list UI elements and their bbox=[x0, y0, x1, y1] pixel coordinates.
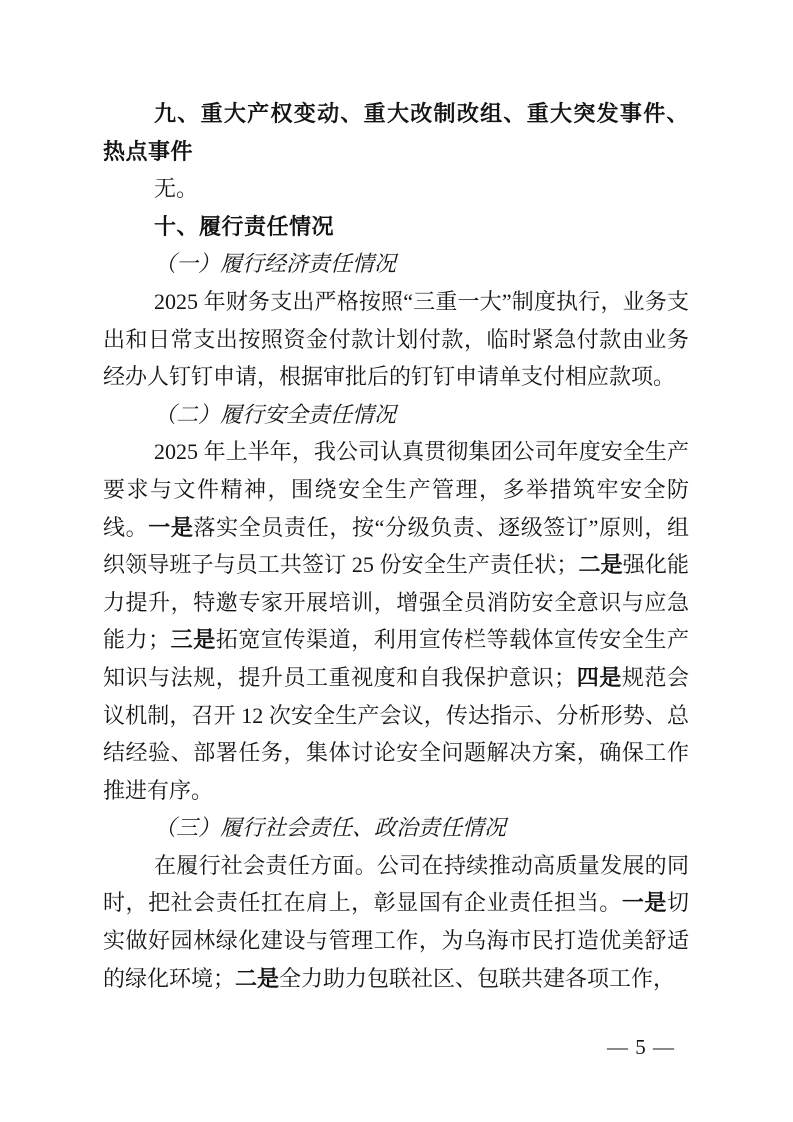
emphasis-text: 九、重大产权变动、重大改制改组、重大突发事件、热点事件 bbox=[103, 101, 689, 164]
text-run: 规范会议机制，召开 12 次安全生产会议，传达指示、分析形势、总结经验、部署任务，集体讨论安全问题解决方案，确保工作推进有序。 bbox=[103, 664, 689, 803]
subheading-economic-duty bbox=[103, 245, 689, 283]
emphasis-text: 二是 bbox=[235, 965, 280, 991]
emphasis-text: 三是 bbox=[170, 627, 216, 653]
emphasis-text: 十、履行责任情况 bbox=[154, 213, 335, 239]
emphasis-text: 一是 bbox=[621, 890, 667, 916]
section-heading-nine bbox=[103, 95, 689, 170]
text-run: 2025 年财务支出严格按照“三重一大”制度执行，业务支出和日常支出按照资金付款计划付款，临时紧急付款由业务经办人钉钉申请，根据审批后的钉钉申请单支付相应款项。 bbox=[103, 288, 689, 390]
text-run: 在履行社会责任方面。公司在持续推动高质量发展的同时，把社会责任扛在肩上，彰显国有企业责任担当。 bbox=[103, 852, 689, 916]
subheading-social-political-duty bbox=[103, 809, 689, 847]
emphasis-text: 二是 bbox=[578, 552, 623, 578]
page-number: — 5 — bbox=[607, 1035, 675, 1059]
document-body bbox=[103, 95, 689, 997]
paragraph-safety-duty bbox=[103, 433, 689, 809]
paragraph-none bbox=[103, 170, 689, 208]
text-run: （一）履行经济责任情况 bbox=[154, 251, 397, 277]
section-heading-ten bbox=[103, 208, 689, 246]
emphasis-text: 四是 bbox=[576, 664, 622, 690]
text-run: 无。 bbox=[154, 176, 199, 202]
text-run: 落实全员责任，按“分级负责、逐级签订”原则，组织领导班子与员工共签订 25 份安全生产责任状； bbox=[103, 514, 689, 578]
paragraph-social-political-duty bbox=[103, 847, 689, 997]
text-run: 强化能力提升，特邀专家开展培训，增强全员消防安全意识与应急能力； bbox=[103, 552, 689, 653]
subheading-safety-duty bbox=[103, 396, 689, 434]
text-run: 全力助力包联社区、包联共建各项工作， bbox=[279, 965, 676, 991]
text-run: （二）履行安全责任情况 bbox=[154, 401, 397, 427]
text-run: 拓宽宣传渠道，利用宣传栏等载体宣传安全生产知识与法规，提升员工重视度和自我保护意识； bbox=[103, 627, 689, 690]
text-run: （三）履行社会责任、政治责任情况 bbox=[154, 815, 507, 841]
text-run: 2025 年上半年，我公司认真贯彻集团公司年度安全生产要求与文件精神，围绕安全生产管理，多举措筑牢安全防线。 bbox=[103, 439, 689, 540]
emphasis-text: 一是 bbox=[148, 514, 194, 540]
text-run: 切实做好园林绿化建设与管理工作，为乌海市民打造优美舒适的绿化环境； bbox=[103, 890, 689, 991]
paragraph-economic-duty bbox=[103, 283, 689, 396]
